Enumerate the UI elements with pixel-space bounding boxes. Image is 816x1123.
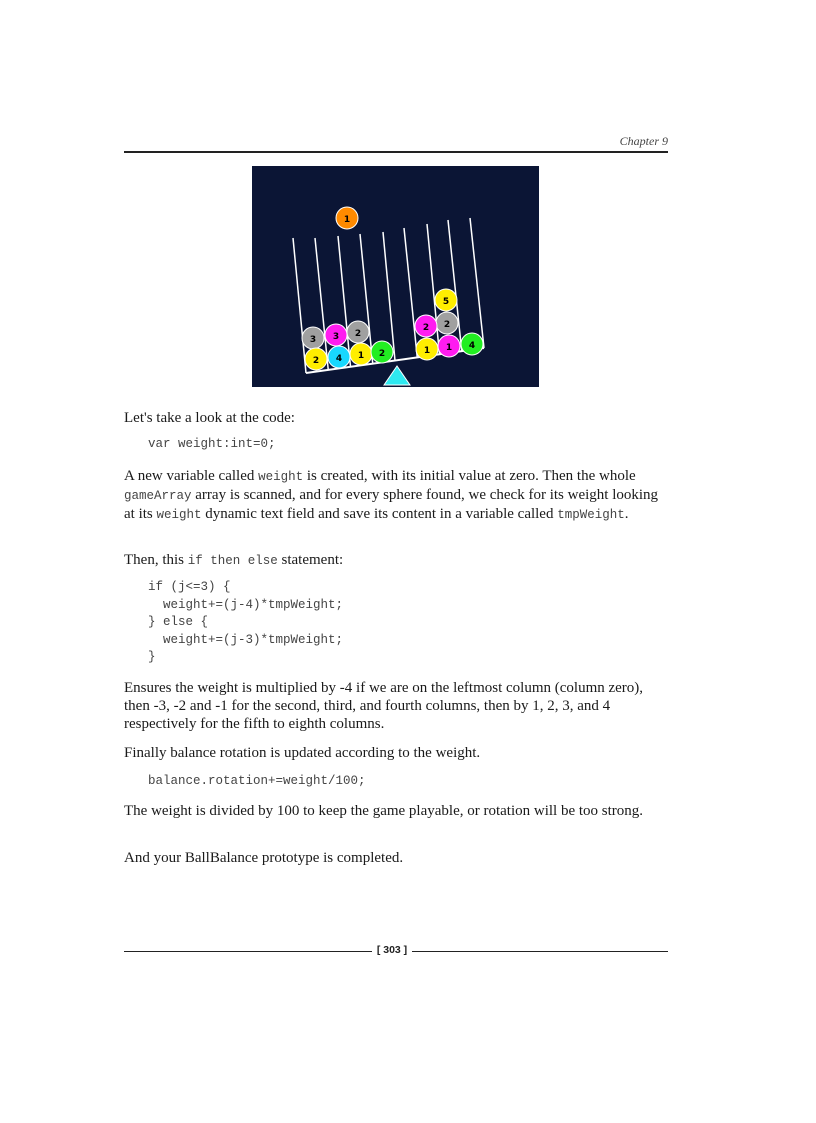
paragraph-divide: The weight is divided by 100 to keep the game playable, or rotation will be too strong. <box>124 803 644 819</box>
ball <box>350 343 372 365</box>
paragraph-multiplier: Ensures the weight is multiplied by -4 if we are on the leftmost column (column zero), then -3, -2 and -1 for the second, third, and fourth columns, then by 1, 2, 3, and 4 respectively for the fifth to eighth columns. <box>124 680 644 732</box>
inline-code: if then else <box>187 554 278 568</box>
svg-text:2: 2 <box>422 323 430 333</box>
text-run: array is scanned, and for every sphere found, we check for its weight looking at its <box>124 487 659 522</box>
paragraph-intro: Let's take a look at the code: <box>124 410 295 426</box>
header-rule <box>124 151 668 153</box>
svg-text:4: 4 <box>335 354 343 364</box>
svg-text:2: 2 <box>443 320 451 330</box>
ball <box>416 338 438 360</box>
svg-text:3: 3 <box>309 335 317 345</box>
page-number: [ 303 ] <box>376 944 408 956</box>
text-run: dynamic text field and save its content in a variable called <box>201 506 558 522</box>
paragraph-explanation <box>124 467 672 524</box>
ball <box>438 335 460 357</box>
svg-text:2: 2 <box>312 356 320 366</box>
text-run: Then, this <box>124 552 188 568</box>
svg-text:4: 4 <box>468 341 476 351</box>
text-run: A new variable called <box>124 468 259 484</box>
ball <box>325 324 347 346</box>
svg-text:5: 5 <box>442 297 450 307</box>
inline-code: tmpWeight <box>557 508 625 522</box>
ball <box>302 327 324 349</box>
svg-text:1: 1 <box>357 351 365 361</box>
code-block-if-else: if (j<=3) { weight+=(j-4)*tmpWeight; } else { weight+=(j-3)*tmpWeight; } <box>148 580 344 664</box>
code-block-rotation-line: balance.rotation+=weight/100; <box>148 774 366 788</box>
ball <box>435 289 457 311</box>
text-run: is created, with its initial value at zero. Then the whole <box>303 468 636 484</box>
chapter-title: Chapter 9 <box>619 134 668 148</box>
ball <box>415 315 437 337</box>
code-block-declare: var weight:int=0; <box>148 437 276 451</box>
ball <box>461 333 483 355</box>
text-run: statement: <box>277 552 344 568</box>
footer-rule-right <box>412 951 668 952</box>
ball <box>347 321 369 343</box>
paragraph-rotation: Finally balance rotation is updated according to the weight. <box>124 745 481 761</box>
svg-text:2: 2 <box>378 349 386 359</box>
ball <box>305 348 327 370</box>
ball <box>436 312 458 334</box>
paragraph-then <box>124 551 672 570</box>
inline-code: gameArray <box>124 489 192 503</box>
ball-balance-figure <box>252 166 539 387</box>
game-background <box>252 166 539 387</box>
svg-text:1: 1 <box>445 343 453 353</box>
svg-text:1: 1 <box>423 346 431 356</box>
text-run: . <box>624 506 629 522</box>
falling-ball <box>336 207 358 229</box>
footer-rule-left <box>124 951 372 952</box>
paragraph-completed: And your BallBalance prototype is completed. <box>124 850 404 866</box>
ball <box>371 341 393 363</box>
inline-code: weight <box>156 508 202 522</box>
ball <box>328 346 350 368</box>
svg-text:1: 1 <box>343 215 351 225</box>
svg-text:3: 3 <box>332 332 340 342</box>
inline-code: weight <box>258 470 304 484</box>
game-screenshot <box>252 166 539 387</box>
svg-text:2: 2 <box>354 329 362 339</box>
